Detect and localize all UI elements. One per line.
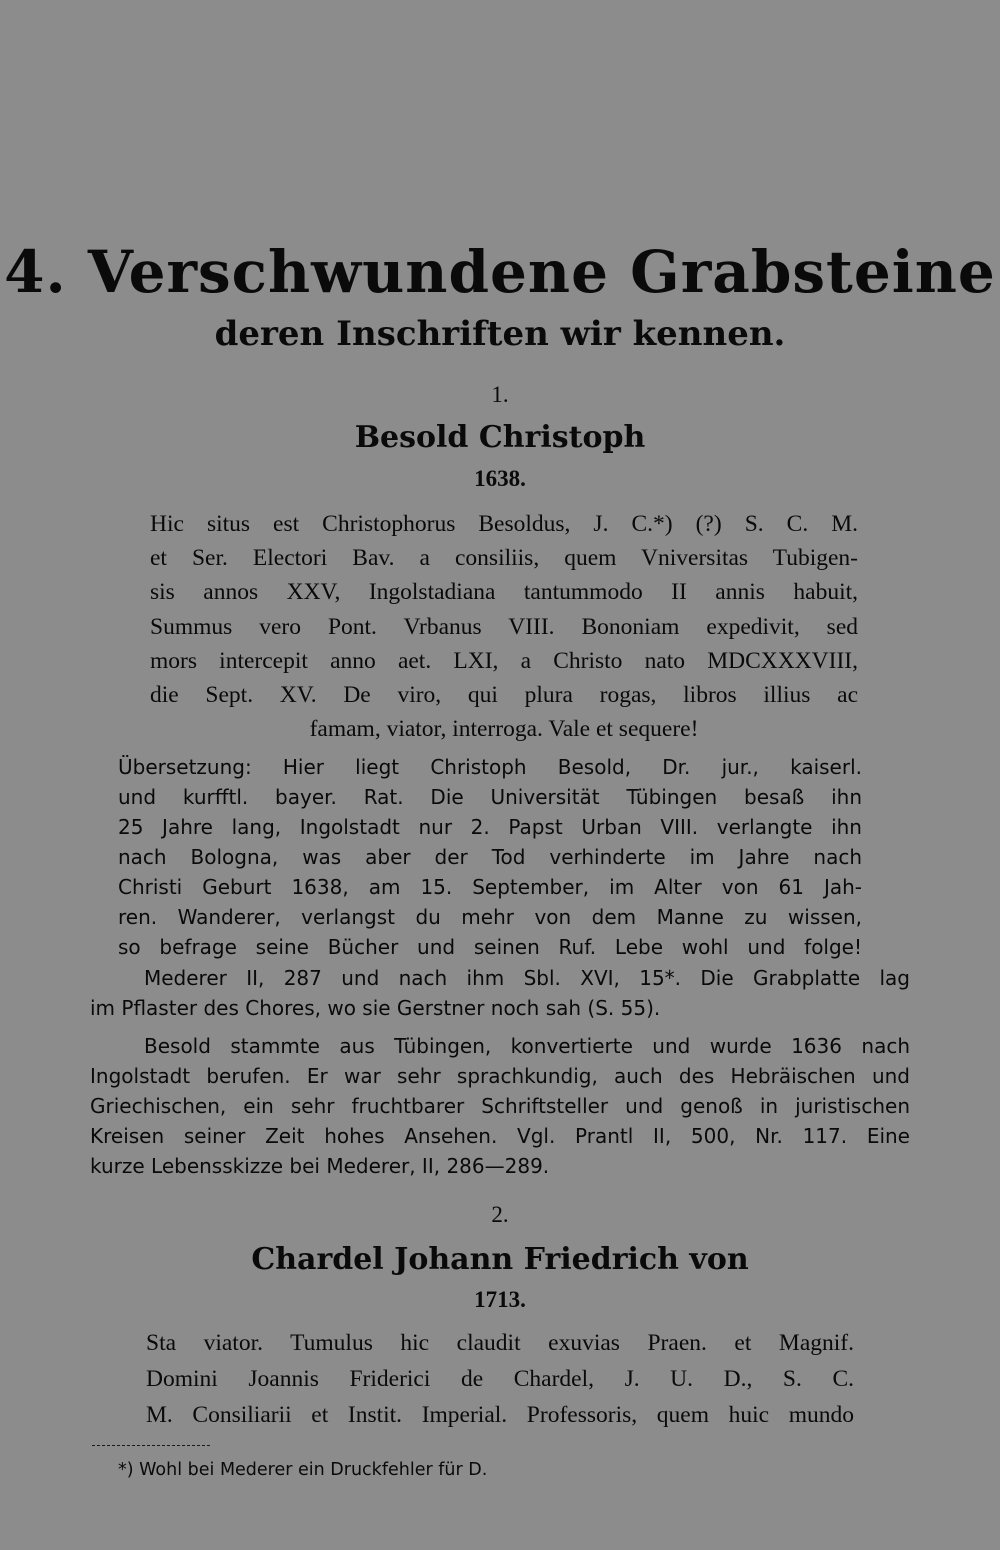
entry-year: 1638. [474,466,526,491]
text-line: Kreisen seiner Zeit hohes Ansehen. Vgl. Prantl II, 500, Nr. 117. Eine [90,1124,910,1148]
chapter-subtitle: deren Inschriften wir kennen. [214,314,786,354]
chapter-title: 4. Verschwundene Grabsteine [4,238,996,306]
text-line: Mederer II, 287 und nach ihm Sbl. XVI, 15*. Die Grabplatte lag [144,966,910,990]
inscription-line: Sta viator. Tumulus hic claudit exuvias Praen. et Magnif. [146,1330,854,1356]
inscription-line: Domini Joannis Friderici de Chardel, J. U. D., S. C. [146,1366,854,1392]
text-line: 25 Jahre lang, Ingolstadt nur 2. Papst Urban VIII. verlangte ihn [118,815,862,839]
text-line: Besold stammte aus Tübingen, konvertierte und wurde 1636 nach [144,1034,910,1058]
inscription-line: mors intercepit anno aet. LXI, a Christo nato MDCXXXVIII, [150,647,858,674]
text-line: Griechischen, ein sehr fruchtbarer Schriftsteller und genoß in juristischen [90,1094,910,1118]
footnote: *) Wohl bei Mederer ein Druckfehler für D. [118,1460,488,1480]
inscription-line: Hic situs est Christophorus Besoldus, J. C.*) (?) S. C. M. [150,511,858,537]
inscription-line: et Ser. Electori Bav. a consiliis, quem Vniversitas Tubigen- [150,545,858,572]
text-line: Übersetzung: Hier liegt Christoph Besold, Dr. jur., kaiserl. [118,755,862,779]
entry-number: 1. [491,382,509,407]
inscription-line: famam, viator, interroga. Vale et sequere! [309,716,699,743]
text-line: im Pflaster des Chores, wo sie Gerstner noch sah (S. 55). [90,996,661,1020]
entry-name: Besold Christoph [354,420,646,455]
text-line: ren. Wanderer, verlangst du mehr von dem Manne zu wissen, [118,905,862,929]
source-paragraph [90,963,910,1023]
text-line: so befrage seine Bücher und seinen Ruf. Lebe wohl und folge! [118,935,862,959]
inscription-line: sis annos XXV, Ingolstadiana tantummodo II annis habuit, [150,579,858,606]
biography-paragraph [90,1031,910,1181]
inscription-line: Summus vero Pont. Vrbanus VIII. Bononiam expedivit, sed [150,613,858,640]
entry-number: 2. [491,1202,509,1227]
text-line: kurze Lebensskizze bei Mederer, II, 286—289. [90,1154,550,1178]
inscription-line: M. Consiliarii et Instit. Imperial. Professoris, quem huic mundo [146,1402,854,1428]
text-line: und kurfftl. bayer. Rat. Die Universität Tübingen besaß ihn [118,785,862,809]
latin-inscription [146,1325,854,1433]
text-line: nach Bologna, was aber der Tod verhinderte im Jahre nach [118,845,862,869]
latin-inscription [150,507,858,746]
text-line: Christi Geburt 1638, am 15. September, im Alter von 61 Jah- [118,875,862,899]
entry-name: Chardel Johann Friedrich von [251,1242,749,1277]
text-line: Ingolstadt berufen. Er war sehr sprachkundig, auch des Hebräischen und [90,1064,910,1088]
footnote-rule [92,1445,210,1446]
entry-year: 1713. [474,1287,526,1312]
translation-paragraph [118,752,862,962]
inscription-line: die Sept. XV. De viro, qui plura rogas, libros illius ac [150,682,858,709]
